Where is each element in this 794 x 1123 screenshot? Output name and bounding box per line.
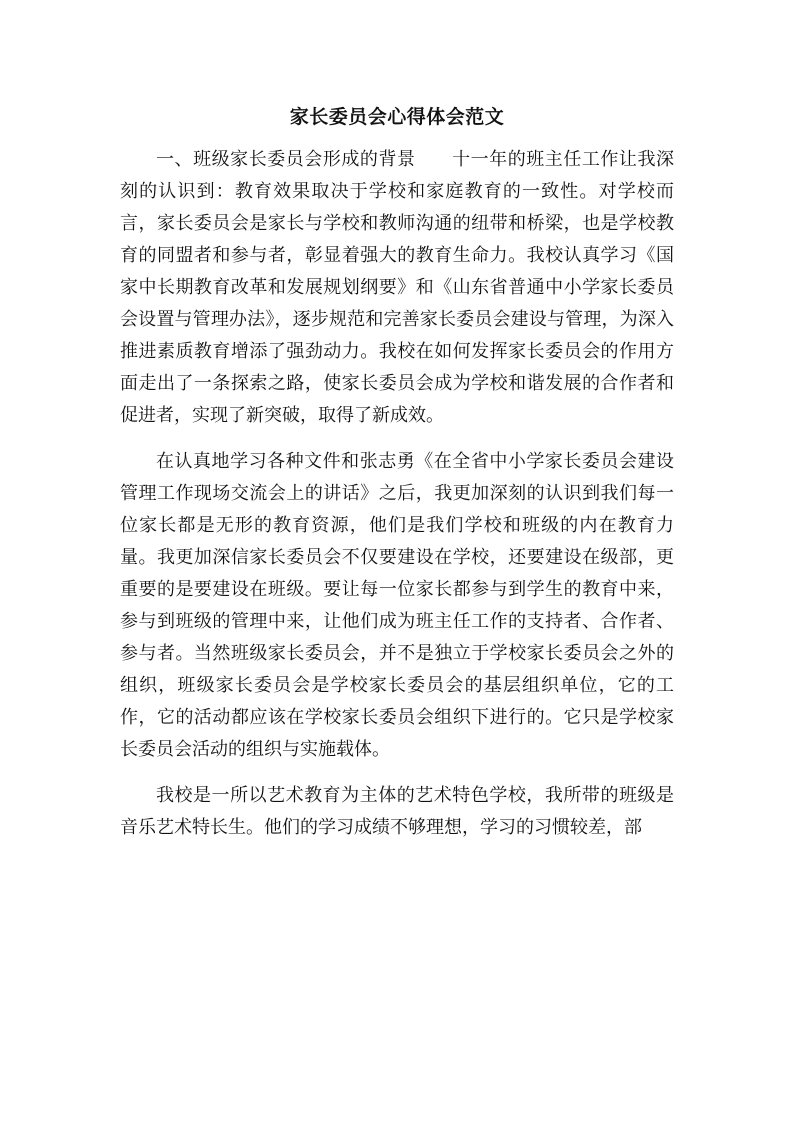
- paragraph-1-text: 十一年的班主任工作让我深刻的认识到：教育效果取决于学校和家庭教育的一致性。对学校而言，家长委员会是家长与学校和教师沟通的纽带和桥梁，也是学校教育的同盟者和参与者，彰显着强大的教育生命力。我校认真学习《国家中长期教育改革和发展规划纲要》和《山东省普通中小学家长委员会设置与管理办法》，逐步规范和完善家长委员会建设与管理，为深入推进素质教育增添了强劲动力。我校在如何发挥家长委员会的作用方面走出了一条探索之路，使家长委员会成为学校和谐发展的合作者和促进者，实现了新突破，取得了新成效。: [120, 149, 675, 426]
- paragraph-2: 在认真地学习各种文件和张志勇《在全省中小学家长委员会建设管理工作现场交流会上的讲话》之后，我更加深刻的认识到我们每一位家长都是无形的教育资源，他们是我们学校和班级的内在教育力量。我更加深信家长委员会不仅要建设在学校，还要建设在级部，更重要的是要建设在班级。要让每一位家长都参与到学生的教育中来，参与到班级的管理中来，让他们成为班主任工作的支持者、合作者、参与者。当然班级家长委员会，并不是独立于学校家长委员会之外的组织，班级家长委员会是学校家长委员会的基层组织单位，它的工作，它的活动都应该在学校家长委员会组织下进行的。它只是学校家长委员会活动的组织与实施载体。: [120, 451, 674, 760]
- paragraph-1: [120, 144, 674, 432]
- paragraph-3: 我校是一所以艺术教育为主体的艺术特色学校，我所带的班级是音乐艺术特长生。他们的学习成绩不够理想，学习的习惯较差，部: [120, 785, 674, 838]
- document-body: [120, 144, 674, 858]
- section-heading: 一、班级家长委员会形成的背景: [156, 149, 416, 170]
- document-title: 家长委员会心得体会范文: [289, 106, 505, 128]
